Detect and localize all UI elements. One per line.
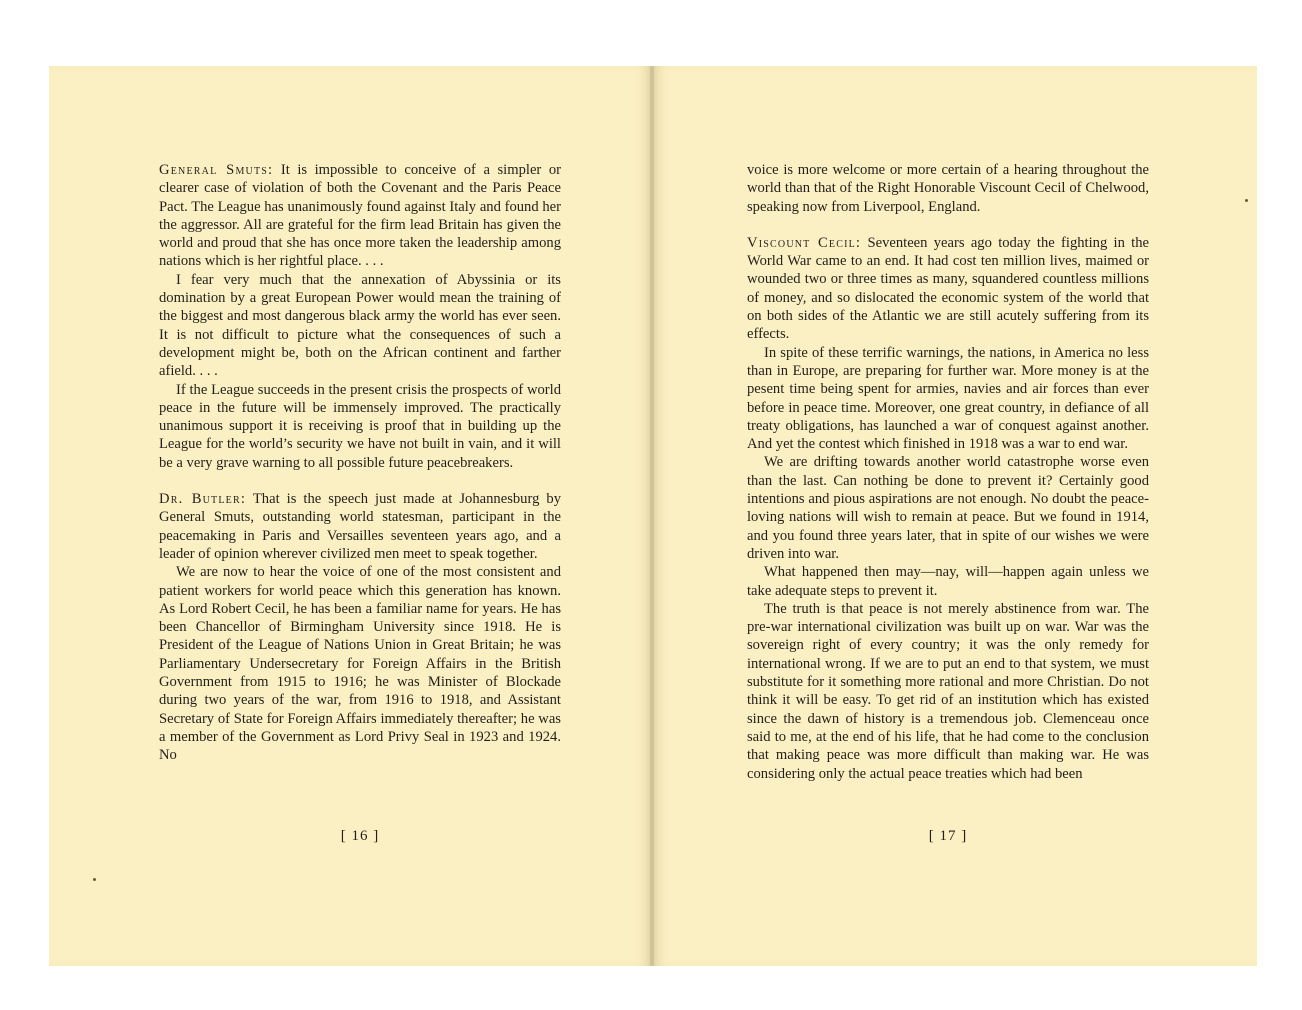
speaker-label: Viscount Cecil: [747,234,862,251]
paragraph-cecil-bio: We are now to hear the voice of one of the most consistent and patient workers for world peace which this generation has known. As Lord Robert Cecil, he has been a familiar name for years. He has been Chancellor of Birmingham University since 1918. He is President of the League of Nations Union in Great Britain; he was Parliamentary Undersecretary for Foreign Affairs in the British Government from 1915 to 1916; he was Minister of Blockade during two years of the war, from 1916 to 1918, and Assistant Secretary of State for Foreign Affairs immediately thereafter; he was a member of the Government as Lord Privy Seal in 1923 and 1924. No [159,564,561,764]
paper-speck [93,878,96,881]
page-number: [ 16 ] [340,828,380,844]
paper-speck [1245,199,1248,202]
left-text-column [159,161,561,765]
paragraph-catastrophe: We are drifting towards another world catastrophe worse even than the last. Can nothing be done to prevent it? Certainly good intentions and pious aspirations are not enough. No doubt the peace-loving nations will wish to remain at peace. But we found in 1914, and you found three years later, that in spite of our wishes we were driven into war. [747,454,1149,562]
speaker-label: General Smuts: [159,162,274,178]
paragraph-warnings: In spite of these terrific warnings, the nations, in America no less than in Europe, are preparing for further war. More money is at the pesent time being spent for armies, navies and air forces than ever before in peace time. Moreover, one great country, in defiance of all treaty obligations, has launched a war of conquest against another. And yet the contest which finished in 1918 was a war to end war. [747,344,1149,453]
speaker-label: Dr. Butler: [159,491,247,508]
paragraph-what-happened: What happened then may—nay, will—happen again unless we take adequate steps to prevent it. [747,564,1149,599]
paragraph-continuation: voice is more welcome or more certain of a hearing throughout the world than that of the Right Honorable Viscount Cecil of Chelwood, speaking now from Liverpool, England. [747,162,1149,215]
right-page [654,66,1257,966]
right-text-column [747,161,1149,783]
paragraph-abyssinia: I fear very much that the annexation of Abyssinia or its domination by a great European Power would mean the training of the biggest and most dangerous black army the world has ever seen. It is not difficult to picture what the consequences of such a development might be, both on the African continent and farther afield. . . . [159,271,561,380]
paragraph-league-crisis: If the League succeeds in the present crisis the prospects of world peace in the future will be immensely improved. The practically unanimous support it is receiving is proof that in building up the League for the world’s security we have not built in vain, and it will be a very grave warning to all possible future peacebreakers. [159,381,561,471]
paragraph-text: Seventeen years ago today the fighting in the World War came to an end. It had cost ten million lives, maimed or wounded two or three times as many, squandered countless millions of money, and so dislocated the economic system of the world that on both sides of the Atlantic we are still acutely suffering from its effects. [747,234,1150,343]
paragraph-cecil-speech [747,234,1149,344]
paragraph-truth-of-peace: The truth is that peace is not merely abstinence from war. The pre-war international civilization was built up on war. War was the sovereign right of every country; it was the only remedy for international wrong. If we are to put an end to that system, we must substitute for it something more rational and more Christian. Do not think it will be easy. To get rid of an institution which has existed since the dawn of history is a tremendous job. Clemenceau once said to me, at the end of his life, that he had come to the conclusion that making peace was more difficult than making war. He was considering only the actual peace treaties which had been [747,600,1149,782]
page-number: [ 17 ] [928,828,968,844]
paragraph-smuts-speech [159,161,561,271]
paragraph-butler-intro [159,490,561,563]
paragraph-text: It is impossible to conceive of a simpler or clearer case of violation of both the Covenant and the Paris Peace Pact. The League has unanimously found against Italy and found her the aggressor. All are grateful for the firm lead Britain has given the world and proud that she has once more taken the leadership among nations which is her rightful place. . . . [159,162,561,270]
left-page [49,66,650,966]
paragraph-text: That is the speech just made at Johannesburg by General Smuts, outstanding world statesman, participant in the peacemaking in Paris and Versailles seventeen years ago, and a leader of opinion wherever civilized men meet to speak together. [159,491,561,562]
